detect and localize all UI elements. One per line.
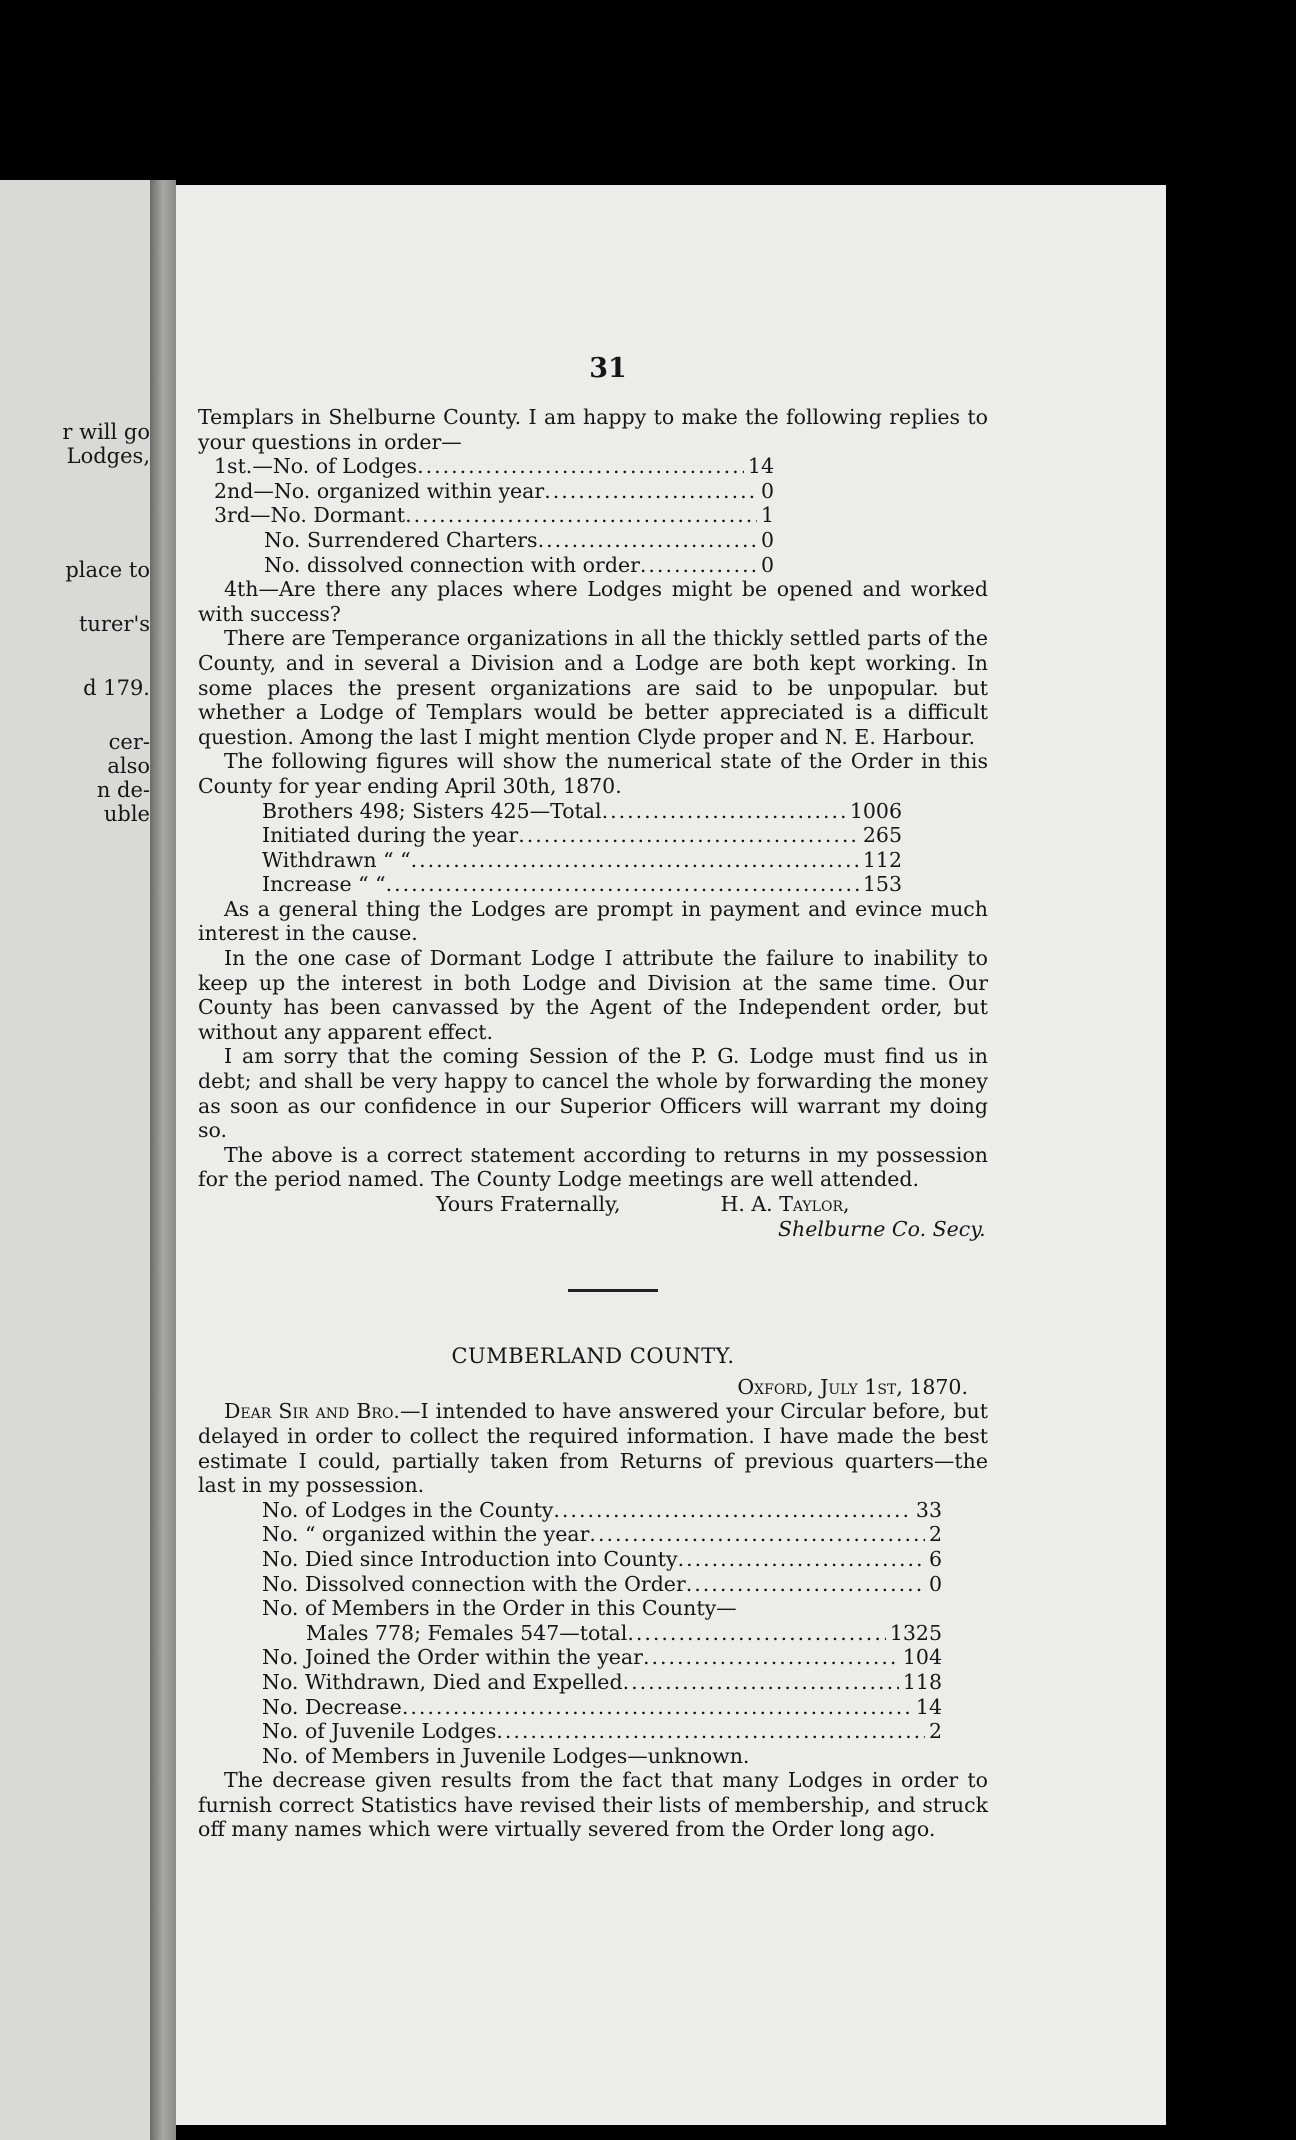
row-label: 3rd—No. Dormant bbox=[214, 503, 406, 528]
row-label: No. Joined the Order within the year bbox=[262, 1645, 643, 1670]
intro-paragraph: Templars in Shelburne County. I am happy to make the following replies to your questions in order— bbox=[198, 405, 988, 454]
row-value: 1 bbox=[760, 503, 774, 528]
row-label: No. dissolved connection with order bbox=[264, 552, 640, 577]
row-label: No. Died since Introduction into County bbox=[262, 1546, 678, 1571]
row-value: 112 bbox=[862, 847, 902, 872]
row-value: 265 bbox=[862, 823, 902, 848]
leader-row bbox=[198, 1522, 942, 1547]
row-value: 2 bbox=[928, 1522, 942, 1547]
row-value: 2 bbox=[928, 1719, 942, 1744]
row-label: No. Surrendered Charters bbox=[264, 527, 538, 552]
stat-row bbox=[198, 823, 902, 848]
closing-paragraph: The decrease given results from the fact that many Lodges in order to furnish correct Statistics have revised their lists of membership, and struck off many names which were virtually severed from the Order long ago. bbox=[198, 1768, 988, 1842]
row-label: Brothers 498; Sisters 425—Total bbox=[262, 798, 602, 823]
row-label: 2nd—No. organized within year bbox=[214, 478, 545, 503]
row-value: 0 bbox=[760, 552, 774, 577]
closing: Yours Fraternally, bbox=[436, 1192, 621, 1216]
row-value: 14 bbox=[915, 1694, 942, 1719]
signer-name: H. A. Taylor, bbox=[720, 1192, 850, 1216]
row-label: Increase “ “ bbox=[262, 872, 386, 897]
row-value: 0 bbox=[760, 478, 774, 503]
members-heading: No. of Members in the Order in this County— bbox=[262, 1596, 737, 1621]
row-value: 1006 bbox=[849, 798, 902, 823]
row-label: No. Decrease bbox=[262, 1694, 402, 1719]
row-label: Withdrawn “ “ bbox=[262, 847, 411, 872]
section-divider bbox=[568, 1289, 658, 1292]
dateline: Oxford, July 1st, 1870. bbox=[737, 1374, 968, 1399]
stat-row bbox=[198, 799, 902, 824]
row-label: No. of Juvenile Lodges bbox=[262, 1719, 497, 1744]
paragraph: The following figures will show the numerical state of the Order in this County for year ending April 30th, 1870. bbox=[198, 749, 988, 798]
leader-row bbox=[198, 528, 774, 553]
juvenile-members-line: No. of Members in Juvenile Lodges—unknown. bbox=[262, 1743, 750, 1768]
left-fragment-line: place to bbox=[65, 558, 150, 582]
paragraph: The above is a correct statement according to returns in my possession for the period named. The County Lodge meetings are well attended. bbox=[198, 1142, 988, 1192]
left-fragment-line: turer's bbox=[78, 612, 150, 636]
row-label: Initiated during the year bbox=[262, 823, 519, 848]
signature-line bbox=[198, 1192, 988, 1217]
cumberland-report bbox=[198, 1344, 988, 1842]
left-fragment-line: cer- bbox=[108, 730, 150, 754]
left-fragment-line: Lodges, bbox=[66, 444, 150, 468]
shelburne-report bbox=[198, 405, 988, 1241]
leader-row bbox=[198, 1547, 942, 1572]
stat-row bbox=[198, 872, 902, 897]
row-value: 0 bbox=[928, 1571, 942, 1596]
paragraph: I am sorry that the coming Session of the P. G. Lodge must find us in debt; and shall be very happy to cancel the whole by forwarding the money as soon as our confidence in our Superior Officers will warrant my doing so. bbox=[198, 1044, 988, 1143]
paragraph: There are Temperance organizations in all the thickly settled parts of the County, and in several a Division and a Lodge are both kept working. In some places the present organizations are said to be unpopular. but whether a Lodge of Templars would be better appreciated is a difficult question. Among the last I might mention Clyde proper and N. E. Harbour. bbox=[198, 626, 988, 749]
left-page-fragment bbox=[0, 180, 150, 2140]
row-value: 6 bbox=[928, 1546, 942, 1571]
page-number: 31 bbox=[589, 353, 627, 384]
letter-paragraph bbox=[198, 1399, 988, 1497]
leader-row bbox=[198, 1695, 942, 1720]
left-fragment-line: r will go bbox=[62, 420, 150, 444]
stat-row bbox=[198, 848, 902, 873]
row-value: 153 bbox=[862, 872, 902, 897]
section-heading: CUMBERLAND COUNTY. bbox=[451, 1344, 735, 1369]
document-page bbox=[176, 185, 1166, 2125]
leader-row bbox=[198, 1621, 942, 1646]
letter-text: —I intended to have answered your Circular before, but delayed in order to collect the required information. I have made the best estimate I could, partially taken from Returns of previous quarters—the last in my possession. bbox=[198, 1399, 988, 1498]
leader-row bbox=[198, 1645, 942, 1670]
paragraph: In the one case of Dormant Lodge I attribute the failure to inability to keep up the interest in both Lodge and Division at the same time. Our County has been canvassed by the Agent of the Independent order, but without any apparent effect. bbox=[198, 946, 988, 1044]
paragraph: As a general thing the Lodges are prompt in payment and evince much interest in the cause. bbox=[198, 896, 988, 946]
book-spine bbox=[150, 180, 176, 2140]
left-fragment-line: also bbox=[107, 754, 150, 778]
left-fragment-line: n de- bbox=[96, 778, 150, 802]
signer-title: Shelburne Co. Secy. bbox=[778, 1216, 986, 1241]
row-label: No. of Lodges in the County bbox=[262, 1497, 554, 1522]
leader-row bbox=[198, 1719, 942, 1744]
leader-row bbox=[198, 503, 774, 528]
row-value: 14 bbox=[747, 454, 774, 479]
row-value: 104 bbox=[902, 1645, 942, 1670]
row-value: 1325 bbox=[889, 1620, 942, 1645]
leader-row bbox=[198, 1572, 942, 1597]
leader-row bbox=[198, 1498, 942, 1523]
question-four: 4th—Are there any places where Lodges might be opened and worked with success? bbox=[198, 577, 988, 626]
row-label: 1st.—No. of Lodges bbox=[214, 454, 418, 479]
salutation: Dear Sir and Bro. bbox=[224, 1399, 400, 1424]
leader-row bbox=[198, 479, 774, 504]
left-fragment-line: uble bbox=[103, 802, 150, 826]
leader-row bbox=[198, 454, 774, 479]
row-value: 0 bbox=[760, 527, 774, 552]
left-fragment-line: d 179. bbox=[83, 676, 150, 700]
row-value: 33 bbox=[915, 1497, 942, 1522]
leader-row bbox=[198, 1670, 942, 1695]
row-value: 118 bbox=[902, 1669, 942, 1694]
row-label: No. Dissolved connection with the Order bbox=[262, 1571, 686, 1596]
leader-row bbox=[198, 553, 774, 578]
row-label: No. Withdrawn, Died and Expelled bbox=[262, 1669, 623, 1694]
row-label: No. “ organized within the year bbox=[262, 1522, 590, 1547]
row-label: Males 778; Females 547—total bbox=[306, 1620, 628, 1645]
page-body bbox=[198, 405, 988, 1842]
